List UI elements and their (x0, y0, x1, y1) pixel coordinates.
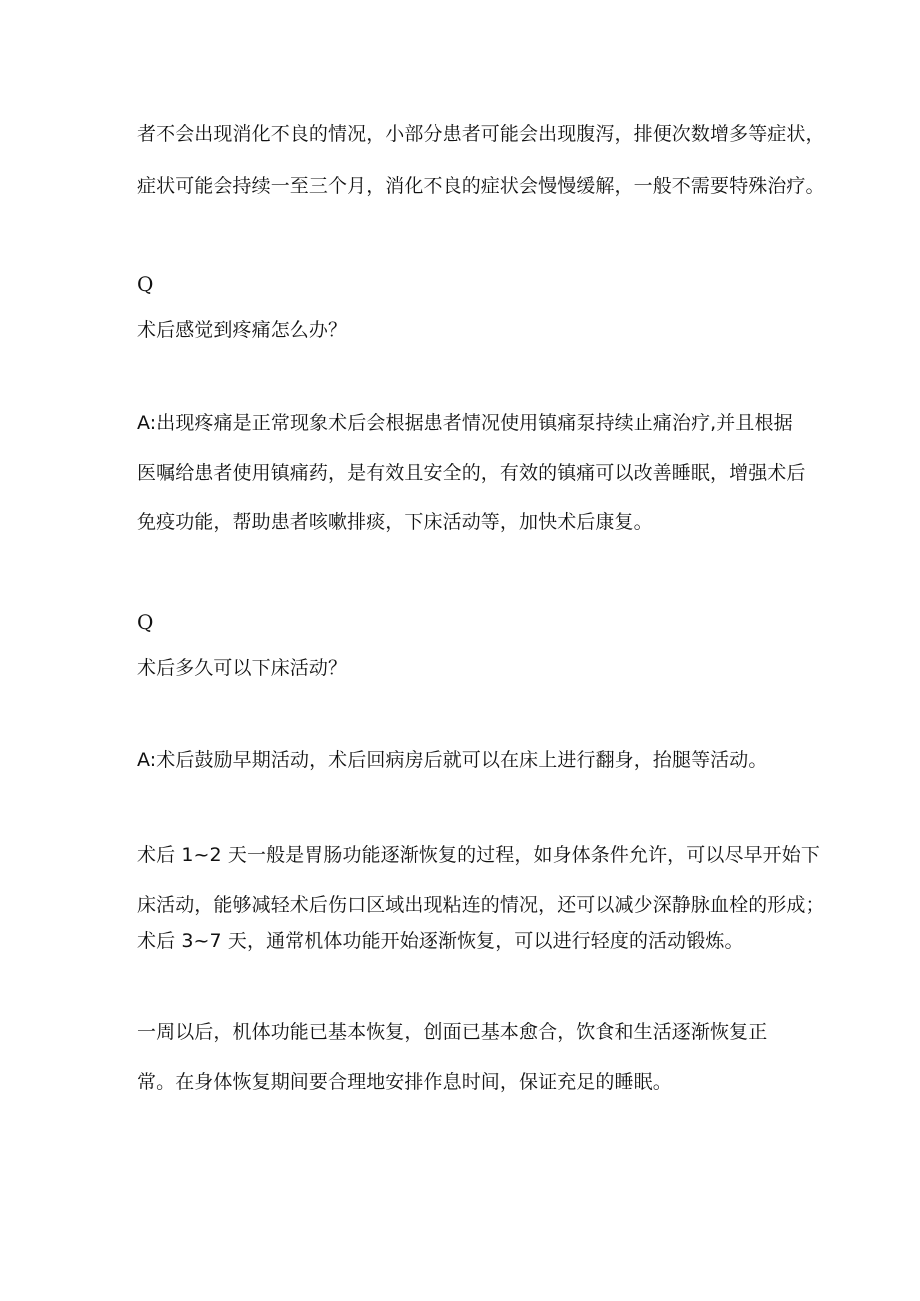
paragraph-line: 一周以后，机体功能已基本恢复，创面已基本愈合，饮食和生活逐渐恢复正 (137, 1021, 768, 1043)
question-text: 术后多久可以下床活动？ (137, 657, 348, 679)
paragraph-line: 床活动，能够减轻术后伤口区域出现粘连的情况，还可以减少深静脉血栓的形成； (137, 894, 825, 916)
intro-line-1: 者不会出现消化不良的情况，小部分患者可能会出现腹泻，排便次数增多等症状， (137, 123, 825, 145)
paragraph-line: 术后 3~7 天，通常机体功能开始逐渐恢复，可以进行轻度的活动锻炼。 (137, 930, 744, 952)
intro-line-2: 症状可能会持续一至三个月，消化不良的症状会慢慢缓解，一般不需要特殊治疗。 (137, 175, 825, 197)
answer-line-3: 免疫功能，帮助患者咳嗽排痰，下床活动等，加快术后康复。 (137, 511, 653, 533)
answer-line-1: A:术后鼓励早期活动，术后回病房后就可以在床上进行翻身，抬腿等活动。 (137, 749, 768, 771)
paragraph-line: 常。在身体恢复期间要合理地安排作息时间，保证充足的睡眠。 (137, 1071, 672, 1093)
question-marker: Q (137, 610, 154, 634)
answer-line-2: 医嘱给患者使用镇痛药，是有效且安全的，有效的镇痛可以改善睡眠，增强术后 (137, 462, 806, 484)
answer-line-1: A:出现疼痛是正常现象术后会根据患者情况使用镇痛泵持续止痛治疗,并且根据 (137, 412, 793, 434)
question-marker: Q (137, 272, 154, 296)
paragraph-line: 术后 1~2 天一般是胃肠功能逐渐恢复的过程，如身体条件允许，可以尽早开始下 (137, 844, 820, 866)
question-text: 术后感觉到疼痛怎么办？ (137, 319, 348, 341)
